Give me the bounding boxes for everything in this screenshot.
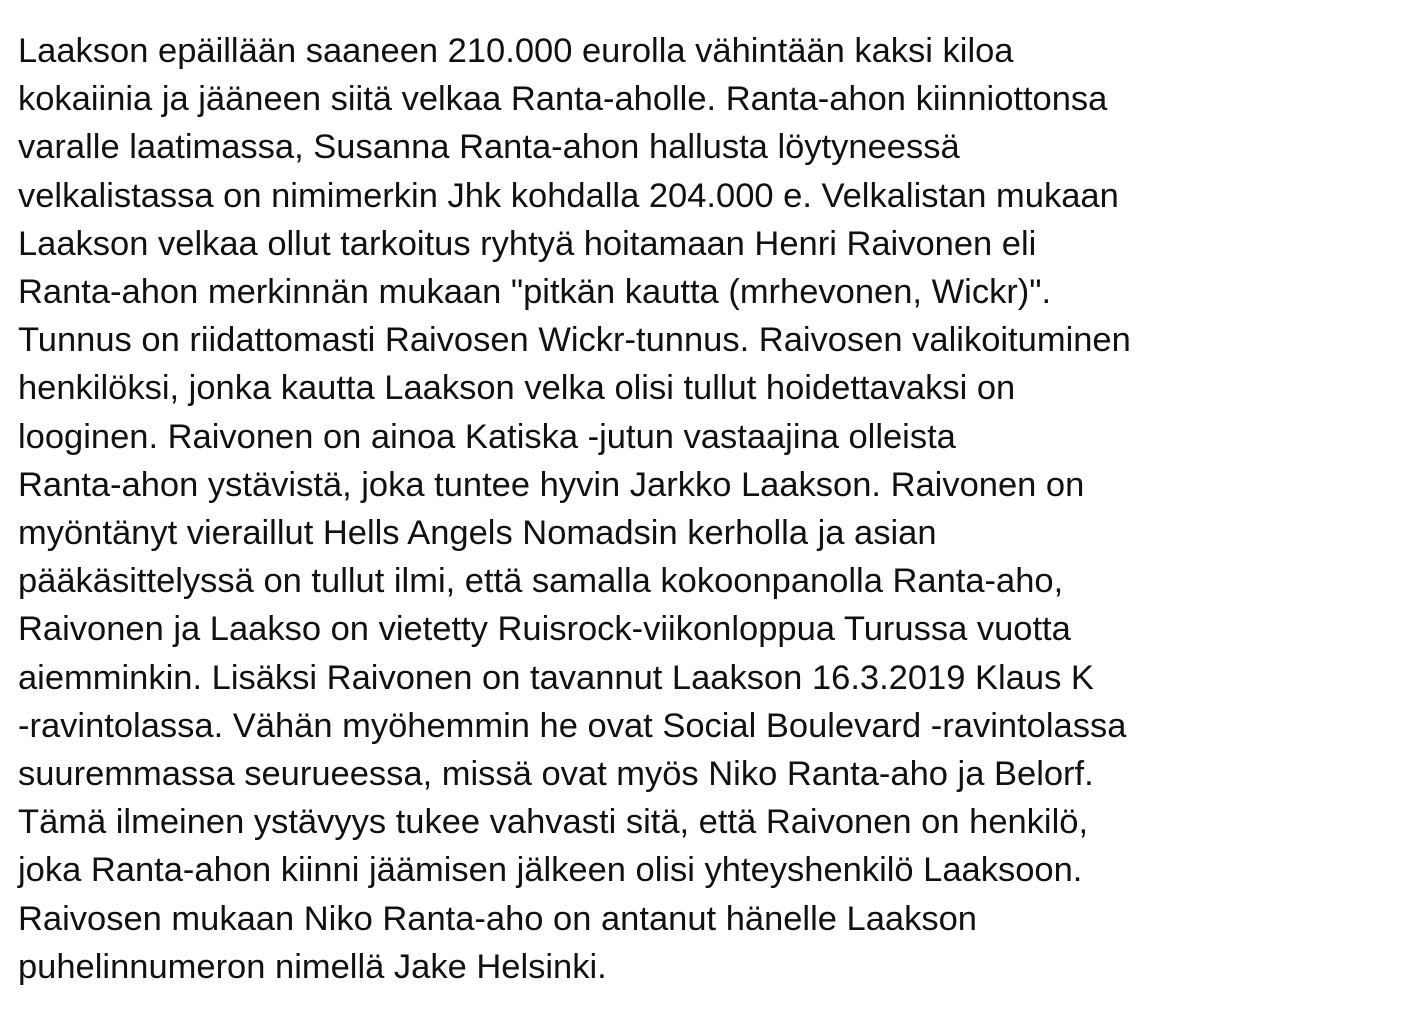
text-line: Laakson velkaa ollut tarkoitus ryhtyä hoitamaan Henri Raivonen eli [18,224,1037,263]
text-line: Tämä ilmeinen ystävyys tukee vahvasti sitä, että Raivonen on henkilö, [18,803,1089,842]
text-line: henkilöksi, jonka kautta Laakson velka olisi tullut hoidettavaksi on [18,369,1016,408]
text-line: -ravintolassa. Vähän myöhemmin he ovat Social Boulevard -ravintolassa [18,706,1127,745]
text-line: looginen. Raivonen on ainoa Katiska -jutun vastaajina olleista [18,417,956,456]
text-line: aiemminkin. Lisäksi Raivonen on tavannut Laakson 16.3.2019 Klaus K [18,658,1094,697]
document-body [18,27,1418,991]
text-line: Raivosen mukaan Niko Ranta-aho on antanut hänelle Laakson [18,899,977,938]
text-line: kokaiinia ja jääneen siitä velkaa Ranta-aholle. Ranta-ahon kiinniottonsa [18,80,1108,119]
text-line: varalle laatimassa, Susanna Ranta-ahon hallusta löytyneessä [18,128,960,167]
text-line: puhelinnumeron nimellä Jake Helsinki. [18,947,607,986]
text-line: pääkäsittelyssä on tullut ilmi, että samalla kokoonpanolla Ranta-aho, [18,562,1064,601]
text-line: Ranta-ahon ystävistä, joka tuntee hyvin Jarkko Laakson. Raivonen on [18,465,1085,504]
text-line: velkalistassa on nimimerkin Jhk kohdalla 204.000 e. Velkalistan mukaan [18,176,1119,215]
text-line: myöntänyt vieraillut Hells Angels Nomadsin kerholla ja asian [18,514,937,553]
text-line: Ranta-ahon merkinnän mukaan "pitkän kautta (mrhevonen, Wickr)". [18,273,1052,312]
text-line: Raivonen ja Laakso on vietetty Ruisrock-viikonloppua Turussa vuotta [18,610,1071,649]
text-line: Laakson epäillään saaneen 210.000 eurolla vähintään kaksi kiloa [18,32,1014,70]
text-line: suuremmassa seurueessa, missä ovat myös Niko Ranta-aho ja Belorf. [18,755,1094,794]
text-line: Tunnus on riidattomasti Raivosen Wickr-tunnus. Raivosen valikoituminen [18,321,1131,360]
text-line: joka Ranta-ahon kiinni jäämisen jälkeen olisi yhteyshenkilö Laaksoon. [18,851,1083,890]
